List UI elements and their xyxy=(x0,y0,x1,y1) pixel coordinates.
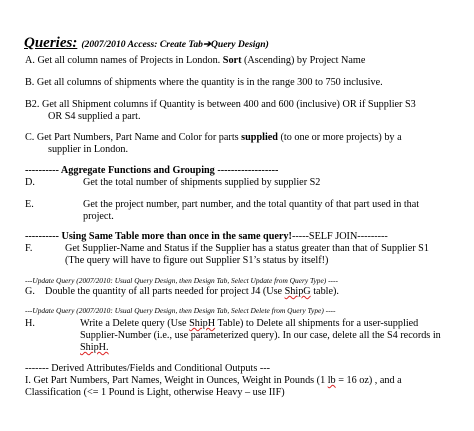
query-e-label: E. xyxy=(25,199,34,210)
query-h-label: H. xyxy=(25,318,35,329)
query-h-line2: Supplier-Number (i.e., use parameterized query). In our case, delete all the S4 records in xyxy=(80,330,441,341)
query-a: A. Get all column names of Projects in London. Sort (Ascending) by Project Name xyxy=(25,55,366,66)
access-subtitle: (2007/2010 Access: Create Tab➔Query Design) xyxy=(81,39,269,50)
query-h-line1: Write a Delete query (Use ShipH Table) to Delete all shipments for a user-supplied xyxy=(80,318,419,329)
query-b2-line1: B2. Get all Shipment columns if Quantity is between 400 and 600 (inclusive) OR if Supplier S3 xyxy=(25,99,416,110)
aggregate-section-header: ---------- Aggregate Functions and Grouping ------------------ xyxy=(25,165,279,176)
page-title xyxy=(24,34,269,52)
query-f-line2: (The query will have to figure out Supplier S1’s status by itself!) xyxy=(65,255,329,266)
query-b: B. Get all columns of shipments where the quantity is in the range 300 to 750 inclusive. xyxy=(25,77,383,88)
query-d-label: D. xyxy=(25,177,35,188)
shiph-table-name: ShipH xyxy=(189,318,216,329)
query-c-line2: supplier in London. xyxy=(48,144,129,155)
query-i-line1: I. Get Part Numbers, Part Names, Weight in Ounces, Weight in Pounds (1 lb = 16 oz) , and a xyxy=(25,375,402,386)
arrow-icon: ➔ xyxy=(202,39,211,50)
queries-heading: Queries: xyxy=(24,35,78,51)
shipg-table-name: ShipG xyxy=(284,286,311,297)
query-h-line3: ShipH. xyxy=(80,342,109,353)
derived-section-header: ------- Derived Attributes/Fields and Conditional Outputs --- xyxy=(25,363,271,374)
query-c-line1: C. Get Part Numbers, Part Name and Color for parts supplied (to one or more projects) by a xyxy=(25,132,402,143)
query-f-label: F. xyxy=(25,243,33,254)
update-query-note: ---Update Query (2007/2010: Usual Query Design, then Design Tab, Select Update from Query Type) ---- xyxy=(25,276,338,285)
query-g: Double the quantity of all parts needed for project J4 (Use ShipG table). xyxy=(45,286,339,297)
query-f-line1: Get Supplier-Name and Status if the Supplier has a status greater than that of Supplier S1 xyxy=(65,243,429,254)
query-g-label: G. xyxy=(25,286,35,297)
query-d: Get the total number of shipments supplied by supplier S2 xyxy=(83,177,321,188)
query-e-line1: Get the project number, part number, and the total quantity of that part used in that xyxy=(83,199,420,210)
lb-unit: lb xyxy=(327,375,336,386)
query-e-line2: project. xyxy=(83,211,114,222)
query-i-line2: Classification (<= 1 Pound is Light, otherwise Heavy – use IIF) xyxy=(25,387,285,398)
query-b2-line2: OR S4 supplied a part. xyxy=(48,111,141,122)
self-join-section-header: ---------- Using Same Table more than once in the same query!-----SELF JOIN--------- xyxy=(25,231,388,242)
delete-query-note: ---Update Query (2007/2010: Usual Query Design, then Design Tab, Select Delete from Query Type) ---- xyxy=(25,306,336,315)
